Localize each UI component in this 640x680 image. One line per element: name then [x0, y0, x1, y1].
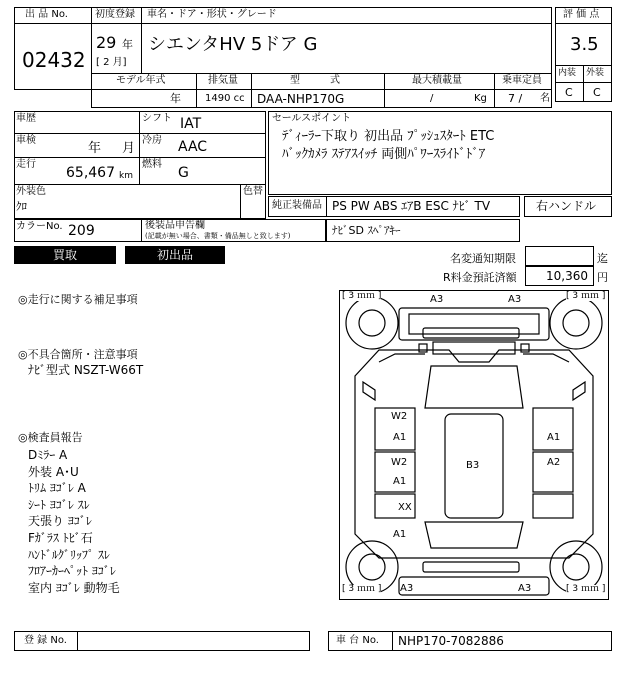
equipment-label: 純正装備品	[272, 200, 322, 211]
tire-front-right: [ 3 ｍｍ ]	[566, 291, 606, 301]
name-change-box	[525, 246, 594, 266]
name-change-label: 名変通知期限	[450, 252, 516, 265]
interior-grade: C	[565, 86, 573, 99]
car-name: シエンタHV 5ドア G	[148, 34, 318, 55]
damage-right-front-door: A1	[547, 432, 561, 443]
model-code-label: 型 式	[290, 75, 340, 86]
ac-label: 冷房	[142, 135, 162, 146]
defects-label: ◎不具合箇所・注意事項	[18, 348, 138, 361]
score-value: 3.5	[570, 34, 599, 55]
damage-left-front-door-1: W2	[391, 411, 408, 422]
reg-no-label: 登 録 No.	[24, 635, 67, 646]
ac: AAC	[178, 139, 208, 155]
model-year-unit: 年	[170, 92, 181, 105]
model-year-label: モデル年式	[116, 75, 166, 86]
sales-points-line2: ﾊﾞｯｸｶﾒﾗ ｽﾃｱｽｲｯﾁ 両側ﾊﾟﾜｰｽﾗｲﾄﾞﾄﾞｱ	[282, 147, 486, 162]
name-change-unit: 迄	[597, 252, 608, 265]
inspector-note: Fｶﾞﾗｽ ﾄﾋﾞ石	[28, 530, 93, 545]
first-listing-badge: 初出品	[125, 246, 225, 264]
score-label: 評 価 点	[563, 9, 600, 20]
mileage-label: 走行	[16, 159, 36, 170]
chassis-no: NHP170-7082886	[398, 634, 504, 648]
aftermarket-label: 後装品申告欄	[145, 220, 205, 231]
damage-front-bumper-right: A3	[508, 294, 522, 305]
interior-label: 内装	[558, 68, 577, 78]
inspection-year: 年	[88, 141, 102, 156]
mileage: 65,467	[66, 165, 115, 181]
exterior-grade: C	[593, 86, 601, 99]
displacement-label: 排気量	[208, 75, 238, 86]
chassis-label: 車 台 No.	[336, 635, 379, 646]
capacity-unit: 名	[540, 93, 550, 104]
tire-rear-right: [ 3 ｍｍ ]	[566, 584, 606, 594]
damage-front-bumper-left: A3	[430, 294, 444, 305]
lot-no-label: 出 品 No.	[25, 9, 68, 20]
damage-left-rear-quarter-2: A1	[393, 529, 407, 540]
fuel-label: 燃料	[142, 159, 162, 170]
inspection-month: 月	[122, 141, 136, 156]
displacement: 1490 cc	[205, 93, 245, 104]
mileage-unit: km	[119, 171, 133, 181]
aftermarket-items: ﾅﾋﾞSD ｽﾍﾟｱｷｰ	[332, 224, 401, 237]
inspector-note: ﾊﾝﾄﾞﾙｸﾞﾘｯﾌﾟ ｽﾚ	[28, 547, 110, 562]
damage-rear-bumper-left: A3	[400, 583, 414, 594]
inspector-label: ◎検査員報告	[18, 431, 83, 444]
capacity: 7 /	[508, 92, 523, 105]
color-no: 209	[68, 223, 95, 239]
details-box	[14, 111, 266, 219]
inspector-note: ﾄﾘﾑ ﾖｺﾞﾚ A	[28, 481, 86, 496]
shift-label: シフト	[142, 113, 172, 124]
color-no-label: カラーNo.	[16, 221, 63, 232]
color-change-label: 色替	[243, 186, 263, 197]
inspector-notes	[28, 447, 120, 596]
car-diagram	[339, 290, 609, 600]
purchase-badge: 買取	[14, 246, 116, 264]
shift: IAT	[180, 116, 202, 132]
history-label: 車歴	[16, 113, 36, 124]
inspector-note: ﾌﾛｱｰｶｰﾍﾟｯﾄ ﾖｺﾞﾚ	[28, 564, 116, 579]
fuel: G	[178, 165, 189, 181]
first-reg-year-unit: 年	[122, 38, 133, 51]
inspector-note: 天張り ﾖｺﾞﾚ	[28, 514, 92, 529]
ext-color: ｸﾛ	[16, 200, 27, 213]
sales-points-line1: ﾃﾞｨｰﾗｰ下取り 初出品 ﾌﾟｯｼｭｽﾀｰﾄ ETC	[282, 129, 495, 144]
recycle-unit: 円	[597, 271, 608, 284]
damage-left-rear-door-1: W2	[391, 457, 408, 468]
inspector-note: ｼｰﾄ ﾖｺﾞﾚ ｽﾚ	[28, 497, 90, 512]
first-reg-year: 29	[96, 33, 117, 52]
inspection-label: 車検	[16, 135, 36, 146]
tire-rear-left: [ 3 ｍｍ ]	[342, 584, 382, 594]
inspector-note: 外装 A･U	[28, 464, 79, 479]
first-reg-month: [ 2 月]	[96, 57, 127, 68]
recycle-value: 10,360	[546, 269, 588, 283]
max-load-unit: Kg	[474, 93, 487, 104]
defects-line-1: ﾅﾋﾞ型式 NSZT-W66T	[28, 363, 144, 377]
recycle-label: R料金預託済額	[443, 271, 517, 284]
max-load-label: 最大積載量	[412, 75, 462, 86]
ext-color-label: 外装色	[16, 186, 46, 197]
model-code: DAA-NHP170G	[257, 92, 345, 106]
damage-left-front-door-2: A1	[393, 432, 407, 443]
driving-remarks-label: ◎走行に関する補足事項	[18, 293, 138, 306]
capacity-label: 乗車定員	[502, 75, 542, 86]
inspector-note: Dﾐﾗｰ A	[28, 448, 68, 462]
sales-points-label: セールスポイント	[272, 113, 352, 124]
car-name-label: 車名・ドア・形状・グレード	[147, 9, 277, 20]
equipment-items: PS PW ABS ｴｱB ESC ﾅﾋﾞ TV	[332, 199, 491, 213]
handle: 右ハンドル	[536, 199, 597, 213]
damage-roof: B3	[466, 460, 480, 471]
exterior-label: 外装	[586, 68, 605, 78]
first-reg-label: 初度登録	[95, 9, 135, 20]
damage-left-rear-quarter-1: XX	[398, 502, 412, 513]
aftermarket-note: (記載が無い場合、書類・備品無しと致します)	[145, 232, 291, 240]
lot-no: 02432	[22, 48, 86, 72]
damage-right-rear-door: A2	[547, 457, 561, 468]
tire-front-left: [ 3 ｍｍ ]	[342, 291, 382, 301]
damage-rear-bumper-right: A3	[518, 583, 532, 594]
damage-left-rear-door-2: A1	[393, 476, 407, 487]
max-load-slash: /	[430, 93, 434, 104]
inspector-note: 室内 ﾖｺﾞﾚ 動物毛	[28, 580, 120, 595]
